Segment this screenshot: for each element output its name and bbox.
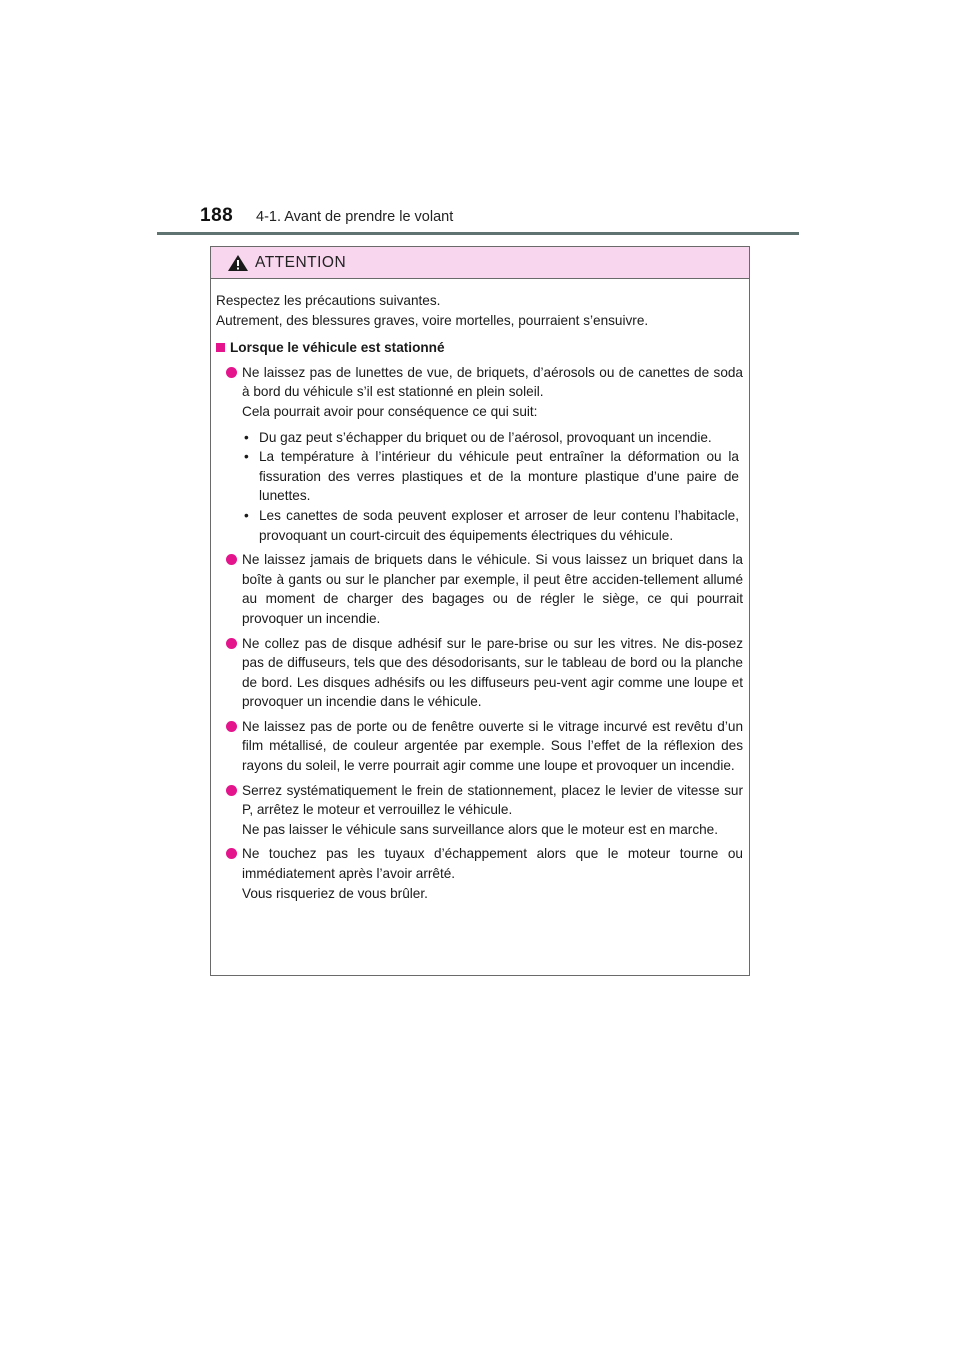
header-divider: [157, 232, 799, 235]
square-bullet-icon: [216, 343, 225, 352]
circle-bullet-icon: [226, 785, 237, 796]
item-paragraph: Ne pas laisser le véhicule sans surveillance alors que le moteur est en marche.: [242, 821, 719, 837]
section-heading-text: Lorsque le véhicule est stationné: [230, 340, 445, 356]
intro-line: Autrement, des blessures graves, voire mortelles, pourraient s’ensuivre.: [216, 312, 649, 328]
page-header: [200, 205, 800, 235]
section-title: 4-1. Avant de prendre le volant: [256, 209, 454, 225]
list-item: [216, 634, 743, 712]
warning-triangle-icon: [227, 254, 249, 272]
item-paragraph: Cela pourrait avoir pour conséquence ce qui suit:: [242, 403, 538, 419]
warning-intro: [216, 291, 743, 330]
item-paragraph: Ne laissez jamais de briquets dans le véhicule. Si vous laissez un briquet dans la boîte à gants ou sur le plancher par exemple, il peut être acciden-tellement allumé au moment de charger des bagages ou de régler le siège, ce qui pourrait provoquer un incendie.: [242, 552, 743, 626]
sub-list-item: [242, 506, 743, 545]
item-paragraph: Ne collez pas de disque adhésif sur le pare-brise ou sur les vitres. Ne dis-posez pas de diffuseurs, tels que des désodorisants, sur le tableau de bord ou la planche de bord. Les disques adhésifs ou les diffuseurs peu-vent agir comme une loupe et provoquer un incendie dans le véhicule.: [242, 635, 743, 710]
circle-bullet-icon: [226, 848, 237, 859]
circle-bullet-icon: [226, 721, 237, 732]
dot-bullet-icon: •: [244, 449, 249, 465]
item-paragraph: Serrez systématiquement le frein de stationnement, placez le levier de vitesse sur P, arrêtez le moteur et verrouillez le véhicule.: [242, 782, 743, 818]
list-item: [216, 781, 743, 840]
circle-bullet-icon: [226, 367, 237, 378]
list-item: [216, 717, 743, 776]
dot-bullet-icon: •: [244, 429, 249, 445]
list-item: [216, 550, 743, 628]
page-number: 188: [200, 205, 234, 226]
item-paragraph: Ne laissez pas de porte ou de fenêtre ouverte si le vitrage incurvé est revêtu d’un film métallisé, de couleur argentée par exemple. Sous l’effet de la réflexion des rayons du soleil, le verre pourrait agir comme une loupe et provoquer un incendie.: [242, 718, 743, 774]
warning-title: ATTENTION: [255, 253, 347, 271]
sub-item-text: Du gaz peut s’échapper du briquet ou de l’aérosol, provoquant un incendie.: [259, 429, 712, 445]
list-item: [216, 363, 743, 545]
item-paragraph: Ne laissez pas de lunettes de vue, de briquets, d’aérosols ou de canettes de soda à bord du véhicule s’il est stationné en plein soleil.: [242, 364, 743, 400]
warning-header: [211, 247, 749, 279]
circle-bullet-icon: [226, 554, 237, 565]
list-item: [216, 844, 743, 903]
warning-box: [210, 246, 750, 976]
circle-bullet-icon: [226, 638, 237, 649]
section-heading: [216, 338, 743, 358]
sub-list-item: [242, 428, 743, 448]
intro-line: Respectez les précautions suivantes.: [216, 293, 441, 308]
sub-list: [242, 428, 743, 546]
sub-item-text: Les canettes de soda peuvent exploser et arroser de leur contenu l’habitacle, provoquant un court-circuit des équipements électriques du véhicule.: [259, 507, 739, 543]
sub-item-text: La température à l’intérieur du véhicule peut entraîner la déformation ou la fissuration des verres plastiques et de la monture plastique d’une paire de lunettes.: [259, 449, 739, 504]
item-paragraph: Vous risqueriez de vous brûler.: [242, 885, 428, 901]
sub-list-item: [242, 447, 743, 506]
item-paragraph: Ne touchez pas les tuyaux d’échappement alors que le moteur tourne ou immédiatement après l’avoir arrêté.: [242, 846, 743, 882]
warning-body: [211, 279, 749, 903]
dot-bullet-icon: •: [244, 507, 249, 523]
